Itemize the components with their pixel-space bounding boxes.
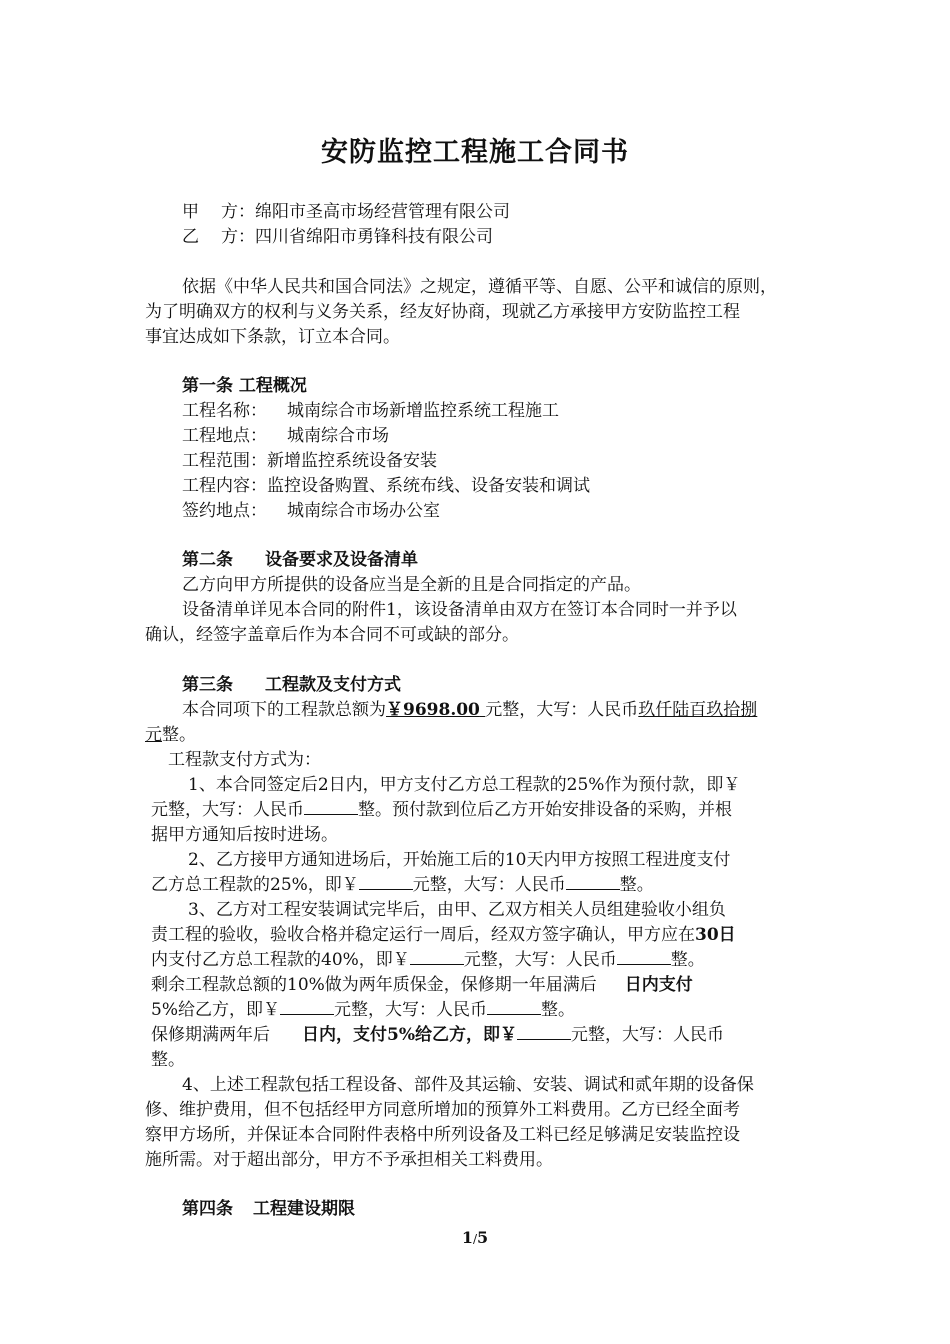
page-total: 5	[477, 1228, 489, 1247]
payment-2-text-a: 乙方总工程款的25%，即￥	[151, 875, 359, 895]
blank-field	[359, 875, 413, 890]
intro-line-1: 依据《中华人民共和国合同法》之规定，遵循平等、自愿、公平和诚信的原则，	[182, 277, 777, 297]
project-scope-value: 新增监控系统设备安装	[267, 451, 437, 471]
project-scope-row	[182, 449, 437, 473]
total-mid: 元整，大写：人民币	[485, 700, 639, 720]
total-amount-line	[182, 698, 757, 722]
payment-1-line-3: 据甲方通知后按时进场。	[151, 825, 338, 845]
payment-3-text-e: 剩余工程款总额的10%做为两年质保金，保修期一年届满后	[151, 975, 597, 995]
article-3-name: 工程款及支付方式	[265, 675, 401, 695]
blank-field	[304, 800, 358, 815]
project-content-label: 工程内容：	[182, 476, 267, 496]
payment-3-line-2	[151, 923, 736, 947]
payment-4-line-2: 修、维护费用，但不包括经甲方同意所增加的预算外工料费用。乙方已经全面考	[145, 1100, 740, 1120]
total-amount-line-2	[145, 723, 196, 747]
signing-location-row	[182, 499, 440, 523]
page-current: 1	[461, 1228, 473, 1247]
payment-3-days: 30日	[695, 925, 736, 945]
project-location-value: 城南综合市场	[287, 426, 389, 446]
project-name-row	[182, 399, 559, 423]
party-a-line	[182, 200, 510, 224]
intro-line-2: 为了明确双方的权利与义务关系，经友好协商，现就乙方承接甲方安防监控工程	[145, 302, 740, 322]
payment-method-label: 工程款支付方式为：	[168, 750, 321, 770]
article-2-heading	[182, 548, 418, 572]
project-content-value: 监控设备购置、系统布线、设备安装和调试	[267, 476, 590, 496]
payment-3-text-k: 日内，支付5%给乙方，即￥	[302, 1025, 517, 1045]
payment-3-text-d: 整。	[670, 950, 705, 970]
project-content-row	[182, 474, 590, 498]
project-scope-label: 工程范围：	[182, 451, 267, 471]
payment-3-line-3	[151, 948, 705, 972]
payment-2-text-c: 整。	[619, 875, 654, 895]
signing-location-value: 城南综合市场办公室	[287, 501, 440, 521]
blank-field	[410, 950, 464, 965]
article-4-number: 第四条	[182, 1199, 233, 1219]
project-name-label: 工程名称：	[182, 401, 267, 421]
payment-1-text-a: 元整，大写：人民币	[151, 800, 304, 820]
payment-3-line-7: 整。	[151, 1050, 185, 1070]
payment-3-text-f: 日内支付	[624, 975, 693, 995]
blank-field	[487, 1000, 541, 1015]
article-2-line-1: 乙方向甲方所提供的设备应当是全新的且是合同指定的产品。	[182, 575, 641, 595]
payment-1-line-1: 1、本合同签定后2日内，甲方支付乙方总工程款的25%作为预付款，即￥	[188, 775, 741, 795]
payment-3-text-l: 元整，大写：人民币	[570, 1025, 724, 1045]
blank-field	[566, 875, 620, 890]
document-title: 安防监控工程施工合同书	[321, 137, 629, 168]
article-2-name: 设备要求及设备清单	[265, 550, 418, 570]
blank-field	[517, 1025, 571, 1040]
blank-field	[280, 1000, 334, 1015]
project-location-row	[182, 424, 389, 448]
party-a-name: 绵阳市圣高市场经营管理有限公司	[255, 202, 510, 222]
payment-3-line-6	[151, 1023, 724, 1047]
payment-3-text-g: 5%给乙方，即￥	[151, 1000, 280, 1020]
payment-2-line-1: 2、乙方接甲方通知进场后，开始施工后的10天内甲方按照工程进度支付	[188, 850, 731, 870]
article-3-heading	[182, 673, 401, 697]
party-a-colon: 方：	[221, 202, 255, 222]
total-amount-words: 玖仟陆百玖拾捌	[638, 700, 758, 720]
payment-3-line-5	[151, 998, 575, 1022]
total-amount: ￥9698.00	[386, 700, 480, 720]
payment-4-line-3: 察甲方场所，并保证本合同附件表格中所列设备及工料已经足够满足安装监控设	[145, 1125, 740, 1145]
project-location-label: 工程地点：	[182, 426, 267, 446]
payment-3-line-4	[151, 973, 693, 997]
payment-2-text-b: 元整，大写：人民币	[412, 875, 566, 895]
payment-1-line-2	[151, 798, 732, 822]
payment-4-line-4: 施所需。对于超出部分，甲方不予承担相关工料费用。	[145, 1150, 553, 1170]
party-a-label: 甲	[182, 202, 199, 222]
signing-location-label: 签约地点：	[182, 501, 267, 521]
article-2-number: 第二条	[182, 550, 233, 570]
article-2-line-3: 确认，经签字盖章后作为本合同不可或缺的部分。	[145, 625, 519, 645]
payment-3-text-c: 元整，大写：人民币	[463, 950, 617, 970]
article-2-line-2: 设备清单详见本合同的附件1，该设备清单由双方在签订本合同时一并予以	[182, 600, 737, 620]
article-4-name: 工程建设期限	[253, 1199, 355, 1219]
intro-line-3: 事宜达成如下条款，订立本合同。	[145, 327, 400, 347]
page-number	[0, 1228, 950, 1247]
project-name-value: 城南综合市场新增监控系统工程施工	[287, 401, 559, 421]
total-end: 整。	[162, 725, 196, 745]
article-4-heading	[182, 1197, 355, 1221]
payment-1-text-b: 整。预付款到位后乙方开始安排设备的采购，并根	[358, 800, 732, 820]
article-1-heading: 第一条 工程概况	[182, 376, 307, 396]
payment-4-line-1: 4、上述工程款包括工程设备、部件及其运输、安装、调试和贰年期的设备保	[182, 1075, 754, 1095]
payment-3-line-1: 3、乙方对工程安装调试完毕后，由甲、乙双方相关人员组建验收小组负	[188, 900, 726, 920]
total-amount-words-end: 元	[145, 725, 162, 745]
article-3-number: 第三条	[182, 675, 233, 695]
payment-2-line-2	[151, 873, 654, 897]
party-b-name: 四川省绵阳市勇锋科技有限公司	[255, 227, 493, 247]
payment-3-text-i: 整。	[540, 1000, 575, 1020]
party-b-colon: 方：	[221, 227, 255, 247]
page-separator: /	[472, 1232, 478, 1246]
payment-3-text-b: 内支付乙方总工程款的40%，即￥	[151, 950, 410, 970]
payment-3-text-h: 元整，大写：人民币	[333, 1000, 487, 1020]
payment-3-text-j: 保修期满两年后	[151, 1025, 270, 1045]
blank-field	[617, 950, 671, 965]
total-prefix: 本合同项下的工程款总额为	[182, 700, 386, 720]
party-b-line	[182, 225, 493, 249]
party-b-label: 乙	[182, 227, 199, 247]
payment-3-text-a: 责工程的验收，验收合格并稳定运行一周后，经双方签字确认，甲方应在	[151, 925, 695, 945]
